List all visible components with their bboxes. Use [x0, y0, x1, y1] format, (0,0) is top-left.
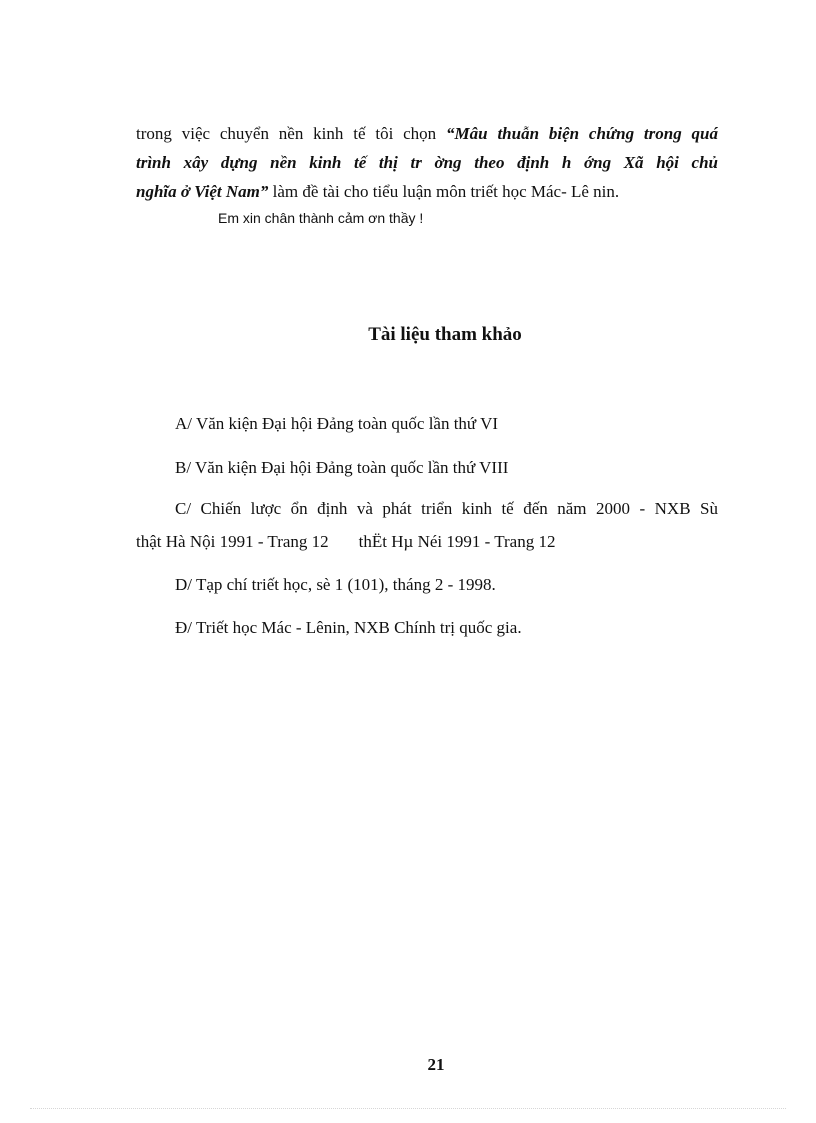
body-line-1: [136, 124, 718, 144]
reference-item-a: A/ Văn kiện Đại hội Đảng toàn quốc lần thứ VI: [175, 414, 499, 433]
page-bottom-divider: [30, 1108, 786, 1109]
intro-text-end: làm đề tài cho tiểu luận môn triết học Mác- Lê nin.: [268, 182, 620, 201]
reference-item-c-continued: [136, 532, 555, 552]
reference-item-d: D/ Tạp chí triết học, sè 1 (101), tháng 2 - 1998.: [175, 575, 496, 594]
essay-title-part-1: “Mâu thuẫn biện chứng trong quá: [446, 124, 718, 143]
thanks-line: Em xin chân thành cảm ơn thầy !: [218, 210, 424, 226]
essay-title-part-3: nghĩa ở Việt Nam”: [136, 182, 269, 201]
body-line-2: trình xây dựng nền kinh tế thị tr ờng theo định h ớng Xã hội chủ: [136, 153, 718, 172]
intro-text-plain: trong việc chuyển nền kinh tế tôi chọn: [136, 124, 447, 143]
body-line-3: [136, 182, 619, 202]
references-heading: Tài liệu tham khảo: [368, 324, 522, 345]
reference-item-c: C/ Chiến lược ổn định và phát triển kinh tế đến năm 2000 - NXB Sù: [175, 499, 718, 518]
reference-item-b: B/ Văn kiện Đại hội Đảng toàn quốc lần thứ VIII: [175, 458, 509, 477]
reference-item-c-continued-a: thật Hà Nội 1991 - Trang 12: [136, 532, 329, 551]
reference-item-e: Đ/ Triết học Mác - Lênin, NXB Chính trị quốc gia.: [175, 618, 522, 637]
reference-item-c-continued-b: thËt Hµ Néi 1991 - Trang 12: [358, 532, 556, 551]
page-number: 21: [427, 1055, 445, 1074]
